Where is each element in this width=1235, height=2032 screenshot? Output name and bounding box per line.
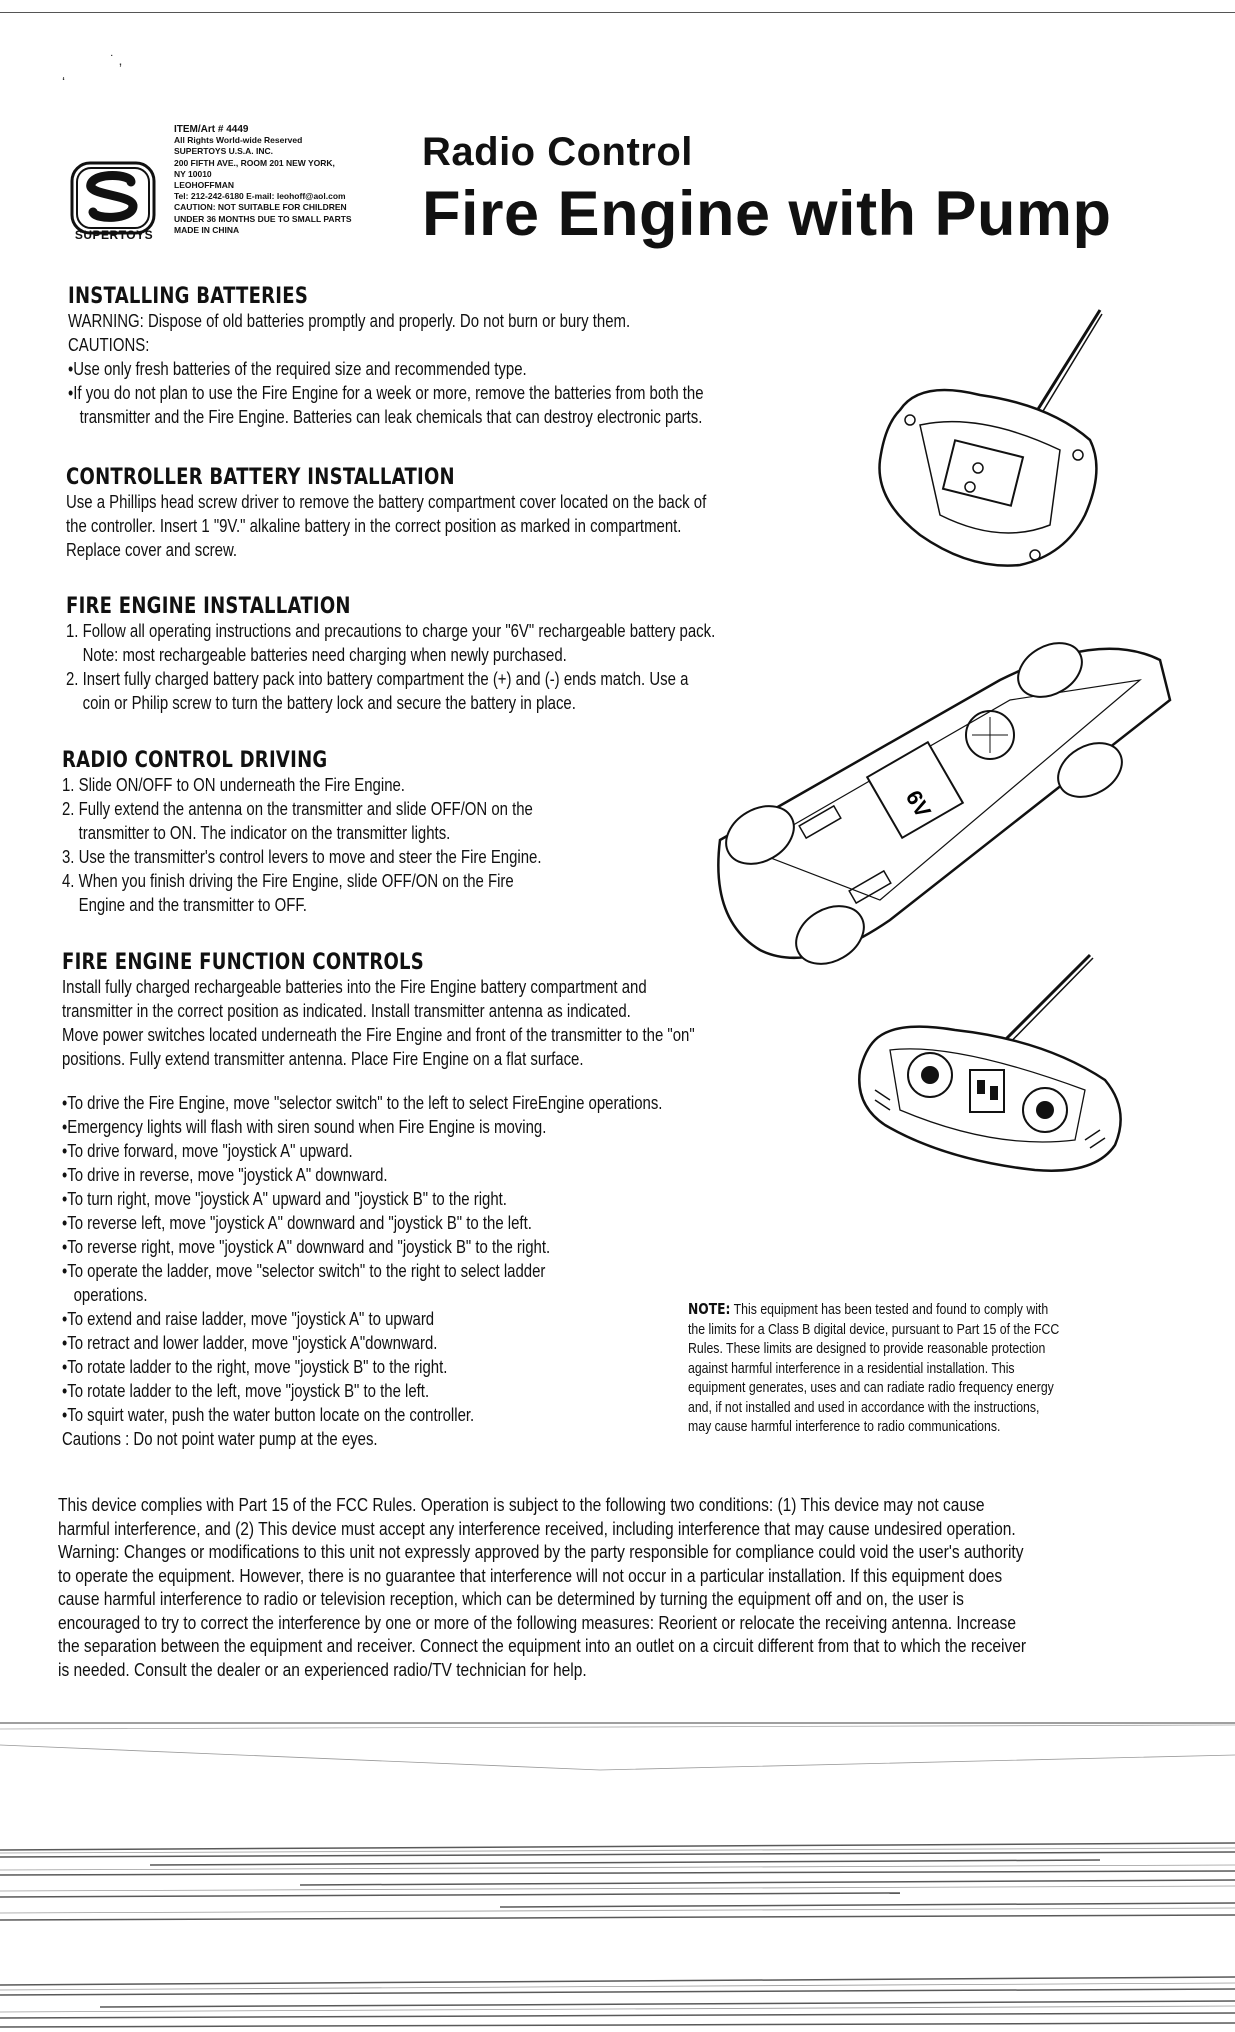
list-item: • To drive forward, move "joystick A" upward. <box>62 1139 695 1163</box>
list-item: • To rotate ladder to the right, move "joystick B" to the right. <box>62 1355 695 1379</box>
fcc-line: Warning: Changes or modifications to this unit not expressly approved by the party responsible for compliance could void the user's authority <box>58 1541 1024 1562</box>
text-line: Replace cover and screw. <box>66 540 238 560</box>
text-line: 3. Use the transmitter's control levers to move and steer the Fire Engine. <box>62 847 542 867</box>
text-line: positions. Fully extend transmitter antenna. Place Fire Engine on a flat surface. <box>62 1049 584 1069</box>
note-label: NOTE: <box>688 1300 731 1318</box>
note-line: equipment generates, uses and can radiate radio frequency energy <box>688 1379 1054 1396</box>
note-line: against harmful interference in a residential installation. This <box>688 1359 1015 1377</box>
note-line: and, if not installed and used in accordance with the instructions, <box>688 1398 1040 1416</box>
fcc-line: harmful interference, and (2) This device must accept any interference received, including interference that may cause undesired operation. <box>58 1517 1016 1539</box>
section-installing-batteries <box>68 284 834 429</box>
text-line: Note: most rechargeable batteries need charging when newly purchased. <box>82 645 567 665</box>
section-controller-battery <box>66 465 837 562</box>
note-line: Rules. These limits are designed to provide reasonable protection <box>688 1340 1046 1357</box>
text-line: WARNING: Dispose of old batteries promptly and properly. Do not burn or bury them. <box>68 311 631 331</box>
section-radio-control-driving <box>62 748 640 917</box>
fcc-line: to operate the equipment. However, there is no guarantee that interference will not occur in a particular installation. If this equipment does <box>58 1564 1003 1586</box>
text-line: coin or Philip screw to turn the battery lock and secure the battery in place. <box>82 693 576 713</box>
text-line: Install fully charged rechargeable batteries into the Fire Engine battery compartment and <box>62 977 647 997</box>
fcc-line: cause harmful interference to radio or television reception, which can be determined by turning the equipment off and on, the user is <box>58 1588 964 1609</box>
scan-speck: ˙ , <box>110 52 123 68</box>
list-item: • To drive in reverse, move "joystick A" downward. <box>62 1163 695 1187</box>
text-line: operations. <box>73 1285 148 1305</box>
top-border-line <box>0 12 1235 13</box>
section-heading: CONTROLLER BATTERY INSTALLATION <box>66 465 455 490</box>
battery-label: 6V <box>900 786 936 822</box>
meta-line: Tel: 212-242-6180 E-mail: leohoff@aol.com <box>174 191 346 202</box>
list-item: • To extend and raise ladder, move "joystick A" to upward <box>62 1307 695 1331</box>
list-item: • To rotate ladder to the left, move "joystick B" to the left. <box>62 1379 695 1403</box>
text-line: transmitter in the correct position as indicated. Install transmitter antenna as indicated. <box>62 1001 631 1021</box>
transmitter-front-illustration <box>845 950 1145 1180</box>
meta-line: MADE IN CHINA <box>174 224 240 235</box>
fcc-line: the separation between the equipment and receiver. Connect the equipment into an outlet on a circuit different from that to which the receiver <box>58 1635 1027 1656</box>
list-item: • To retract and lower ladder, move "joystick A"downward. <box>62 1331 695 1355</box>
meta-line: NY 10010 <box>174 168 212 179</box>
meta-line: 200 FIFTH AVE., ROOM 201 NEW YORK, <box>174 157 335 168</box>
meta-line: SUPERTOYS U.S.A. INC. <box>174 146 274 157</box>
scan-artifact-band <box>0 1715 1235 2032</box>
section-heading: FIRE ENGINE FUNCTION CONTROLS <box>62 950 425 975</box>
text-line: 2. Fully extend the antenna on the transmitter and slide OFF/ON on the <box>62 799 533 819</box>
section-heading: RADIO CONTROL DRIVING <box>62 748 328 773</box>
list-item: • To reverse left, move "joystick A" downward and "joystick B" to the left. <box>62 1211 695 1235</box>
text-line: transmitter and the Fire Engine. Batteries can leak chemicals that can destroy electronic parts. <box>79 407 703 427</box>
fcc-note <box>688 1300 1168 1437</box>
company-info <box>174 124 414 236</box>
meta-line: ITEM/Art # 4449 <box>174 124 249 135</box>
text-line: 4. When you finish driving the Fire Engine, slide OFF/ON on the Fire <box>62 871 514 891</box>
list-item: • To squirt water, push the water button locate on the controller. <box>62 1403 695 1427</box>
fcc-line: is needed. Consult the dealer or an experienced radio/TV technician for help. <box>58 1658 587 1680</box>
caution-line: Cautions : Do not point water pump at the eyes. <box>62 1429 378 1449</box>
text-line: CAUTIONS: <box>68 335 150 355</box>
fire-engine-chassis-illustration <box>700 620 1180 980</box>
fcc-line: encouraged to try to correct the interference by one or more of the following measures: Reorient or relocate the receiving antenna. Increase <box>58 1611 1016 1633</box>
scan-speck: ʻ <box>62 74 66 90</box>
transmitter-back-illustration <box>860 300 1110 590</box>
list-item: • To reverse right, move "joystick A" downward and "joystick B" to the right. <box>62 1235 695 1259</box>
text-line: the controller. Insert 1 "9V." alkaline battery in the correct position as marked in compartment. <box>66 516 682 536</box>
list-item: • To turn right, move "joystick A" upward and "joystick B" to the right. <box>62 1187 695 1211</box>
text-line: Use a Phillips head screw driver to remove the battery compartment cover located on the back of <box>66 492 707 512</box>
logo-label: SUPERTOYS <box>74 228 154 242</box>
list-item: • If you do not plan to use the Fire Engine for a week or more, remove the batteries from both the <box>68 381 704 405</box>
note-line: may cause harmful interference to radio communications. <box>688 1418 1001 1435</box>
text-line: Move power switches located underneath the Fire Engine and front of the transmitter to the "on" <box>62 1025 695 1045</box>
text-line: 2. Insert fully charged battery pack into battery compartment the (+) and (-) ends match. Use a <box>66 669 689 689</box>
note-line: the limits for a Class B digital device, pursuant to Part 15 of the FCC <box>688 1320 1060 1338</box>
list-item: • Emergency lights will flash with siren sound when Fire Engine is moving. <box>62 1115 695 1139</box>
list-item: • To drive the Fire Engine, move "selector switch" to the left to select FireEngine operations. <box>62 1091 695 1115</box>
text-line: 1. Slide ON/OFF to ON underneath the Fire Engine. <box>62 775 405 795</box>
meta-line: All Rights World-wide Reserved <box>174 135 303 146</box>
section-heading: FIRE ENGINE INSTALLATION <box>66 594 351 619</box>
fcc-statement <box>58 1493 1178 1681</box>
text-line: 1. Follow all operating instructions and precautions to charge your "6V" rechargeable battery pack. <box>66 621 716 641</box>
text-line: transmitter to ON. The indicator on the transmitter lights. <box>78 823 451 843</box>
meta-line: LEOHOFFMAN <box>174 180 234 191</box>
meta-line: UNDER 36 MONTHS DUE TO SMALL PARTS <box>174 213 352 224</box>
list-item: • Use only fresh batteries of the required size and recommended type. <box>68 357 704 381</box>
note-first-line <box>688 1300 1082 1320</box>
list-item: • To operate the ladder, move "selector switch" to the right to select ladder <box>62 1259 695 1283</box>
fcc-line: This device complies with Part 15 of the FCC Rules. Operation is subject to the following two conditions: (1) This device may not cause <box>58 1494 985 1515</box>
note-text: This equipment has been tested and found to comply with <box>730 1301 1049 1318</box>
meta-line: CAUTION: NOT SUITABLE FOR CHILDREN <box>174 202 347 213</box>
title-radio-control: Radio Control <box>422 130 693 174</box>
section-heading: INSTALLING BATTERIES <box>68 284 309 309</box>
title-product: Fire Engine with Pump <box>422 179 1112 249</box>
text-line: Engine and the transmitter to OFF. <box>78 895 307 915</box>
